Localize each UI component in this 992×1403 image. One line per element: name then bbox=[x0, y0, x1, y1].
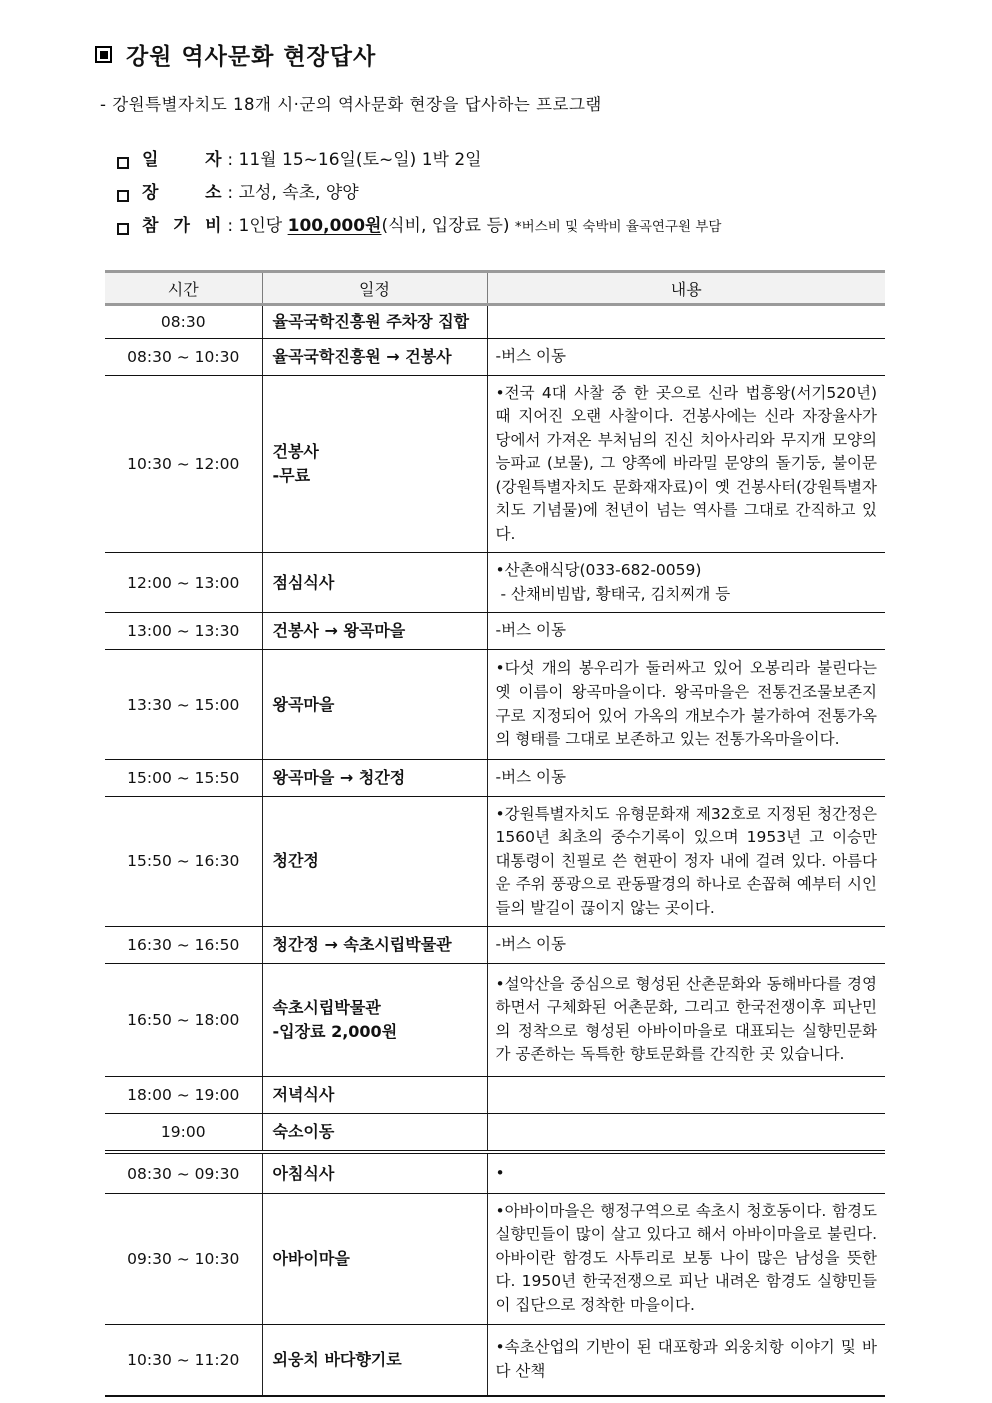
content-cell bbox=[487, 650, 885, 760]
schedule-line: 아침식사 bbox=[272, 1163, 335, 1183]
content-line: - 산채비빔밥, 황태국, 김치찌개 등 bbox=[495, 584, 731, 603]
schedule-line: 건봉사 bbox=[272, 441, 319, 461]
schedule-cell bbox=[262, 1152, 487, 1193]
info-row-date bbox=[117, 145, 992, 178]
info-row-fee bbox=[117, 211, 992, 244]
schedule-line: -무료 bbox=[272, 465, 311, 485]
schedule-cell bbox=[262, 963, 487, 1076]
schedule-line: 아바이마을 bbox=[272, 1248, 350, 1268]
time-cell: 16:30 ~ 16:50 bbox=[105, 927, 262, 964]
time-cell: 10:30 ~ 11:20 bbox=[105, 1324, 262, 1396]
content-cell bbox=[487, 339, 885, 376]
time-cell: 16:50 ~ 18:00 bbox=[105, 963, 262, 1076]
content-cell bbox=[487, 375, 885, 553]
info-block bbox=[117, 145, 992, 244]
content-line: •다섯 개의 봉우리가 둘러싸고 있어 오봉리라 불린다는 옛 이름이 왕곡마을이다. 왕곡마을은 전통건조물보존지구로 지정되어 있어 가옥의 개보수가 불가하여 전통가옥의 형태를 그대로 보존하고 있는 전통가옥마을이다. bbox=[495, 659, 882, 749]
table-row bbox=[105, 760, 885, 797]
table-row bbox=[105, 553, 885, 613]
content-line: -버스 이동 bbox=[495, 347, 566, 365]
schedule-cell bbox=[262, 339, 487, 376]
info-row-place bbox=[117, 178, 992, 211]
table-row bbox=[105, 613, 885, 650]
schedule-line: 율곡국학진흥원 → 건봉사 bbox=[272, 346, 452, 366]
table-row bbox=[105, 1324, 885, 1396]
table-row bbox=[105, 305, 885, 339]
content-cell bbox=[487, 1324, 885, 1396]
time-cell: 10:30 ~ 12:00 bbox=[105, 375, 262, 553]
info-label-place: 장 소 bbox=[142, 183, 222, 203]
table-header-row bbox=[105, 272, 885, 305]
schedule-line: 율곡국학진흥원 주차장 집합 bbox=[272, 312, 470, 331]
time-cell: 08:30 bbox=[105, 305, 262, 339]
schedule-line: 점심식사 bbox=[272, 572, 335, 592]
info-label-fee: 참 가 비 bbox=[142, 216, 222, 236]
content-line: •설악산을 중심으로 형성된 산촌문화와 동해바다를 경영하면서 구체화된 어촌문화, 그리고 한국전쟁이후 피난민의 정착으로 형성된 아바이마을로 대표되는 실향민문화가 공존하는 독특한 향토문화를 간직한 곳 있습니다. bbox=[495, 974, 877, 1064]
schedule-cell bbox=[262, 1193, 487, 1324]
content-line: -버스 이동 bbox=[495, 935, 566, 954]
content-line: •강원특별자치도 유형문화재 제32호로 지정된 청간정은 1560년 최초의 중수기록이 있으며 1953년 고 이승만 대통령이 친필로 쓴 현판이 정자 내에 걸려 있다. 아름다운 주위 풍광으로 관동팔경의 하나로 손꼽혀 예부터 시인들의 발길이 끊이지 않는 곳이다. bbox=[495, 804, 882, 917]
content-cell bbox=[487, 613, 885, 650]
time-cell: 08:30 ~ 10:30 bbox=[105, 339, 262, 376]
schedule-cell bbox=[262, 613, 487, 650]
content-cell bbox=[487, 1193, 885, 1324]
time-cell: 12:00 ~ 13:00 bbox=[105, 553, 262, 613]
content-line: •산촌애식당(033-682-0059) bbox=[495, 561, 702, 580]
column-header-schedule: 일정 bbox=[262, 272, 487, 305]
table-row bbox=[105, 1152, 885, 1193]
content-line: • bbox=[495, 1163, 505, 1182]
table-row bbox=[105, 963, 885, 1076]
info-value-place: 고성, 속초, 양양 bbox=[238, 183, 359, 203]
table-row bbox=[105, 1076, 885, 1113]
schedule-table bbox=[105, 270, 885, 1397]
schedule-line: -입장료 2,000원 bbox=[272, 1021, 398, 1041]
page-subtitle: - 강원특별자치도 18개 시·군의 역사문화 현장을 답사하는 프로그램 bbox=[100, 95, 602, 114]
schedule-line: 건봉사 → 왕곡마을 bbox=[272, 621, 406, 641]
schedule-line: 청간정 → 속초시립박물관 bbox=[272, 935, 452, 955]
content-cell bbox=[487, 1076, 885, 1113]
content-cell bbox=[487, 963, 885, 1076]
table-row bbox=[105, 650, 885, 760]
content-line: •아바이마을은 행정구역으로 속초시 청호동이다. 함경도 실향민들이 많이 살고 있다고 해서 아바이마을로 불린다. 아바이란 함경도 사투리로 보통 나이 많은 남성을 뜻한다. 1950년 한국전쟁으로 피난 내려온 함경도 실향민들이 집단으로 정착한 마을이다. bbox=[495, 1201, 882, 1315]
table-row bbox=[105, 1193, 885, 1324]
schedule-line: 왕곡마을 bbox=[272, 694, 335, 714]
fee-note: *버스비 및 숙박비 율곡연구원 부담 bbox=[514, 219, 722, 235]
column-header-time: 시간 bbox=[105, 272, 262, 305]
column-header-content: 내용 bbox=[487, 272, 885, 305]
filled-square-icon bbox=[95, 46, 112, 63]
fee-pre-text: 1인당 bbox=[238, 216, 288, 236]
schedule-cell bbox=[262, 760, 487, 797]
schedule-cell bbox=[262, 375, 487, 553]
time-cell: 15:00 ~ 15:50 bbox=[105, 760, 262, 797]
content-cell bbox=[487, 553, 885, 613]
time-cell: 13:00 ~ 13:30 bbox=[105, 613, 262, 650]
content-cell bbox=[487, 796, 885, 927]
table-row bbox=[105, 339, 885, 376]
time-cell: 19:00 bbox=[105, 1113, 262, 1152]
fee-amount: 100,000원 bbox=[287, 216, 382, 236]
content-line: •속초산업의 기반이 된 대포항과 외웅치항 이야기 및 바다 산책 bbox=[495, 1338, 877, 1380]
schedule-line: 청간정 bbox=[272, 851, 319, 871]
fee-post-text: (식비, 입장료 등) bbox=[381, 216, 515, 236]
table-row bbox=[105, 927, 885, 964]
table-row bbox=[105, 796, 885, 927]
info-colon: : bbox=[222, 183, 239, 203]
time-cell: 15:50 ~ 16:30 bbox=[105, 796, 262, 927]
content-cell bbox=[487, 1152, 885, 1193]
content-cell bbox=[487, 760, 885, 797]
schedule-line: 저녁식사 bbox=[272, 1084, 335, 1104]
schedule-cell bbox=[262, 1113, 487, 1152]
content-cell bbox=[487, 927, 885, 964]
table-row bbox=[105, 375, 885, 553]
info-value-date: 11월 15~16일(토~일) 1박 2일 bbox=[238, 150, 482, 170]
schedule-cell bbox=[262, 1076, 487, 1113]
content-line: •전국 4대 사찰 중 한 곳으로 신라 법흥왕(서기520년) 때 지어진 오랜 사찰이다. 건봉사에는 신라 자장율사가 당에서 가져온 부처님의 진신 치아사리와 무지개 모양의 능파교 (보물), 그 양쪽에 바라밀 문양의 돌기둥, 불이문(강원특별자치도 문화재자료)이 옛 건봉사터(강원특별자치도 기념물)에 천년이 넘는 역사를 그대로 간직하고 있다. bbox=[495, 383, 882, 543]
info-label-date: 일 자 bbox=[142, 150, 222, 170]
checkbox-icon bbox=[117, 190, 129, 202]
schedule-cell bbox=[262, 305, 487, 339]
schedule-cell bbox=[262, 796, 487, 927]
content-line: -버스 이동 bbox=[495, 621, 566, 640]
info-colon: : bbox=[222, 216, 239, 236]
schedule-cell bbox=[262, 1324, 487, 1396]
schedule-table-body bbox=[105, 305, 885, 1397]
page-title: 강원 역사문화 현장답사 bbox=[126, 44, 377, 70]
schedule-cell bbox=[262, 650, 487, 760]
content-cell bbox=[487, 1113, 885, 1152]
schedule-line: 속초시립박물관 bbox=[272, 997, 381, 1017]
content-line: -버스 이동 bbox=[495, 768, 566, 787]
content-cell bbox=[487, 305, 885, 339]
time-cell: 13:30 ~ 15:00 bbox=[105, 650, 262, 760]
schedule-line: 외웅치 바다향기로 bbox=[272, 1349, 402, 1369]
checkbox-icon bbox=[117, 157, 129, 169]
title-row bbox=[95, 38, 992, 71]
schedule-line: 숙소이동 bbox=[272, 1122, 335, 1142]
time-cell: 18:00 ~ 19:00 bbox=[105, 1076, 262, 1113]
info-colon: : bbox=[222, 150, 239, 170]
schedule-line: 왕곡마을 → 청간정 bbox=[272, 767, 406, 787]
checkbox-icon bbox=[117, 223, 129, 235]
schedule-cell bbox=[262, 553, 487, 613]
table-row bbox=[105, 1113, 885, 1152]
time-cell: 08:30 ~ 09:30 bbox=[105, 1152, 262, 1193]
time-cell: 09:30 ~ 10:30 bbox=[105, 1193, 262, 1324]
schedule-cell bbox=[262, 927, 487, 964]
